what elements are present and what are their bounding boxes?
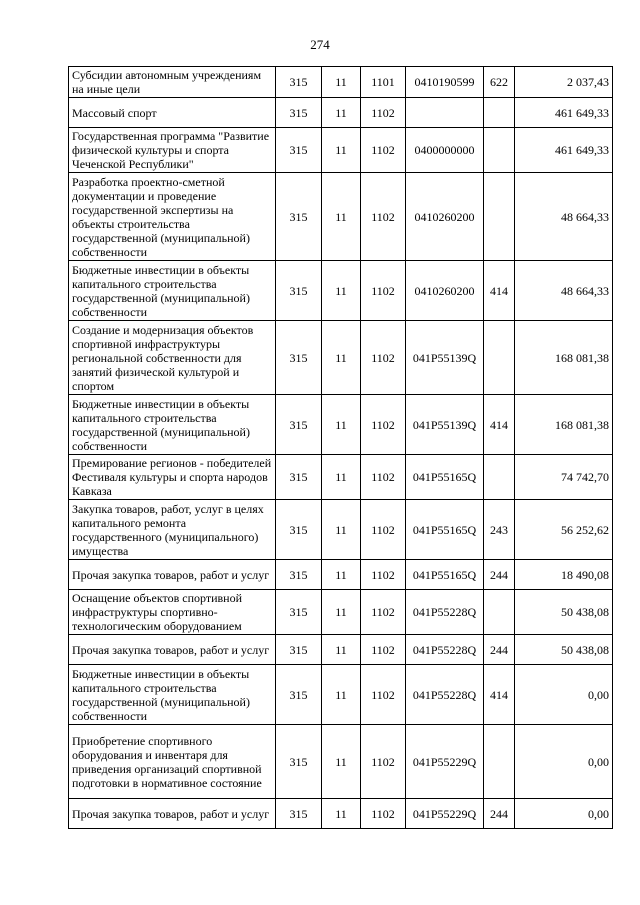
row-ved: 315 xyxy=(276,665,322,725)
row-pr: 1102 xyxy=(361,560,406,590)
row-rz: 11 xyxy=(322,173,361,261)
table-row xyxy=(69,635,613,665)
row-name: Государственная программа "Развитие физической культуры и спорта Чеченской Республики" xyxy=(69,128,276,173)
row-vr xyxy=(484,98,515,128)
row-vr xyxy=(484,590,515,635)
row-ved: 315 xyxy=(276,128,322,173)
row-name: Премирование регионов - победителей Фестиваля культуры и спорта народов Кавказа xyxy=(69,455,276,500)
row-vr xyxy=(484,173,515,261)
row-sum: 18 490,08 xyxy=(515,560,613,590)
row-sum: 50 438,08 xyxy=(515,635,613,665)
row-rz: 11 xyxy=(322,799,361,829)
row-sum: 0,00 xyxy=(515,725,613,799)
row-ved: 315 xyxy=(276,455,322,500)
row-sum: 56 252,62 xyxy=(515,500,613,560)
row-rz: 11 xyxy=(322,67,361,98)
budget-table-body xyxy=(69,67,613,829)
table-row xyxy=(69,98,613,128)
row-vr: 414 xyxy=(484,665,515,725)
row-vr: 414 xyxy=(484,395,515,455)
row-pr: 1102 xyxy=(361,455,406,500)
row-sum: 461 649,33 xyxy=(515,128,613,173)
row-sum: 168 081,38 xyxy=(515,395,613,455)
row-ved: 315 xyxy=(276,725,322,799)
row-ved: 315 xyxy=(276,321,322,395)
row-name: Закупка товаров, работ, услуг в целях капитального ремонта государственного (муниципального) имущества xyxy=(69,500,276,560)
row-pr: 1102 xyxy=(361,725,406,799)
row-rz: 11 xyxy=(322,98,361,128)
table-row xyxy=(69,261,613,321)
table-row xyxy=(69,590,613,635)
row-name: Разработка проектно-сметной документации и проведение государственной экспертизы на объекты строительства государственной (муниципальной) собственности xyxy=(69,173,276,261)
table-row xyxy=(69,67,613,98)
row-csr: 041P55228Q xyxy=(406,635,484,665)
row-ved: 315 xyxy=(276,67,322,98)
row-name: Прочая закупка товаров, работ и услуг xyxy=(69,635,276,665)
table-row xyxy=(69,395,613,455)
table-row xyxy=(69,321,613,395)
row-vr: 622 xyxy=(484,67,515,98)
row-ved: 315 xyxy=(276,560,322,590)
row-name: Прочая закупка товаров, работ и услуг xyxy=(69,799,276,829)
row-ved: 315 xyxy=(276,590,322,635)
row-sum: 50 438,08 xyxy=(515,590,613,635)
row-rz: 11 xyxy=(322,455,361,500)
row-csr: 041P55228Q xyxy=(406,590,484,635)
row-vr: 414 xyxy=(484,261,515,321)
page-number: 274 xyxy=(310,37,330,52)
row-csr xyxy=(406,98,484,128)
table-row xyxy=(69,799,613,829)
row-csr: 041P55165Q xyxy=(406,500,484,560)
row-csr: 041P55165Q xyxy=(406,560,484,590)
row-ved: 315 xyxy=(276,98,322,128)
row-vr: 244 xyxy=(484,799,515,829)
row-name: Бюджетные инвестиции в объекты капитального строительства государственной (муниципальной) собственности xyxy=(69,261,276,321)
row-ved: 315 xyxy=(276,395,322,455)
row-sum: 0,00 xyxy=(515,665,613,725)
row-csr: 041P55229Q xyxy=(406,799,484,829)
row-csr: 041P55228Q xyxy=(406,665,484,725)
row-pr: 1102 xyxy=(361,98,406,128)
table-row xyxy=(69,173,613,261)
row-csr: 0400000000 xyxy=(406,128,484,173)
row-pr: 1101 xyxy=(361,67,406,98)
row-csr: 041P55139Q xyxy=(406,395,484,455)
row-sum: 48 664,33 xyxy=(515,261,613,321)
row-name: Приобретение спортивного оборудования и инвентаря для приведения организаций спортивной подготовки в нормативное состояние xyxy=(69,725,276,799)
row-pr: 1102 xyxy=(361,261,406,321)
row-rz: 11 xyxy=(322,635,361,665)
row-csr: 041P55165Q xyxy=(406,455,484,500)
row-rz: 11 xyxy=(322,321,361,395)
table-row xyxy=(69,455,613,500)
row-vr: 244 xyxy=(484,635,515,665)
row-name: Массовый спорт xyxy=(69,98,276,128)
row-rz: 11 xyxy=(322,560,361,590)
table-row xyxy=(69,500,613,560)
row-pr: 1102 xyxy=(361,173,406,261)
row-vr xyxy=(484,128,515,173)
row-ved: 315 xyxy=(276,799,322,829)
row-name: Прочая закупка товаров, работ и услуг xyxy=(69,560,276,590)
row-pr: 1102 xyxy=(361,395,406,455)
row-sum: 48 664,33 xyxy=(515,173,613,261)
row-pr: 1102 xyxy=(361,321,406,395)
table-row xyxy=(69,665,613,725)
row-sum: 461 649,33 xyxy=(515,98,613,128)
row-pr: 1102 xyxy=(361,799,406,829)
row-csr: 0410190599 xyxy=(406,67,484,98)
row-rz: 11 xyxy=(322,500,361,560)
row-name: Создание и модернизация объектов спортивной инфраструктуры региональной собственности для занятий физической культурой и спортом xyxy=(69,321,276,395)
row-vr: 243 xyxy=(484,500,515,560)
row-sum: 74 742,70 xyxy=(515,455,613,500)
row-rz: 11 xyxy=(322,395,361,455)
row-csr: 041P55139Q xyxy=(406,321,484,395)
row-sum: 168 081,38 xyxy=(515,321,613,395)
row-ved: 315 xyxy=(276,500,322,560)
budget-table xyxy=(68,66,613,829)
row-name: Оснащение объектов спортивной инфраструктуры спортивно-технологическим оборудованием xyxy=(69,590,276,635)
row-name: Бюджетные инвестиции в объекты капитального строительства государственной (муниципальной) собственности xyxy=(69,395,276,455)
row-ved: 315 xyxy=(276,261,322,321)
row-vr xyxy=(484,321,515,395)
row-name: Бюджетные инвестиции в объекты капитального строительства государственной (муниципальной) собственности xyxy=(69,665,276,725)
row-rz: 11 xyxy=(322,665,361,725)
row-csr: 0410260200 xyxy=(406,173,484,261)
row-rz: 11 xyxy=(322,261,361,321)
row-csr: 0410260200 xyxy=(406,261,484,321)
row-pr: 1102 xyxy=(361,128,406,173)
row-pr: 1102 xyxy=(361,665,406,725)
row-rz: 11 xyxy=(322,725,361,799)
row-ved: 315 xyxy=(276,635,322,665)
table-row xyxy=(69,128,613,173)
table-row xyxy=(69,560,613,590)
row-ved: 315 xyxy=(276,173,322,261)
row-vr xyxy=(484,725,515,799)
row-sum: 0,00 xyxy=(515,799,613,829)
row-pr: 1102 xyxy=(361,500,406,560)
row-name: Субсидии автономным учреждениям на иные цели xyxy=(69,67,276,98)
row-vr: 244 xyxy=(484,560,515,590)
row-rz: 11 xyxy=(322,128,361,173)
row-rz: 11 xyxy=(322,590,361,635)
row-pr: 1102 xyxy=(361,590,406,635)
row-vr xyxy=(484,455,515,500)
row-sum: 2 037,43 xyxy=(515,67,613,98)
table-row xyxy=(69,725,613,799)
row-pr: 1102 xyxy=(361,635,406,665)
row-csr: 041P55229Q xyxy=(406,725,484,799)
